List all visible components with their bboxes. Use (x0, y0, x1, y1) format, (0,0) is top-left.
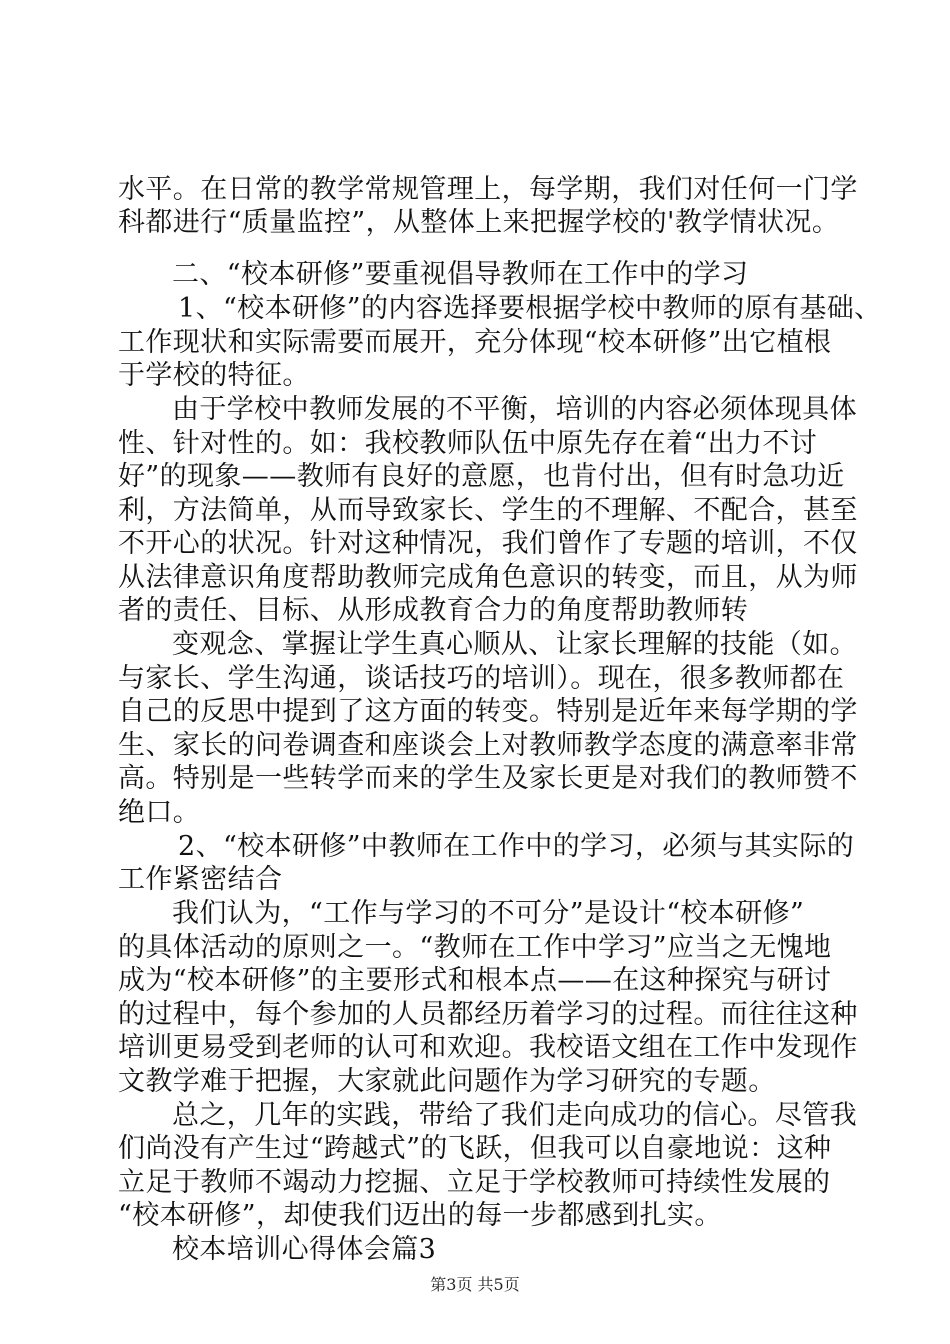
text-line: 工作紧密结合 (118, 864, 283, 895)
text-line: 校本培训心得体会篇3 (172, 1234, 437, 1265)
section-heading: 二、“校本研修”要重视倡导教师在工作中的学习 (172, 259, 749, 290)
page-number-footer: 第3页 共5页 (430, 1275, 520, 1294)
text-line: 不开心的状况。针对这种情况，我们曾作了专题的培训，不仅 (118, 528, 858, 559)
text-line: 高。特别是一些转学而来的学生及家长更是对我们的教师赞不 (118, 763, 858, 794)
text-line: 我们认为，“工作与学习的不可分”是设计“校本研修” (172, 898, 805, 929)
text-line: 由于学校中教师发展的不平衡，培训的内容必须体现具体 (172, 394, 857, 425)
text-line: 培训更易受到老师的认可和欢迎。我校语文组在工作中发现作 (118, 1032, 858, 1063)
text-line: 们尚没有产生过“跨越式”的飞跃，但我可以自豪地说：这种 (118, 1133, 832, 1164)
text-line: 于学校的特征。 (118, 360, 310, 391)
text-line: 生、家长的问卷调查和座谈会上对教师教学态度的满意率非常 (118, 730, 858, 761)
text-line: 从法律意识角度帮助教师完成角色意识的转变，而且，从为师 (118, 562, 858, 593)
text-line: 自己的反思中提到了这方面的转变。特别是近年来每学期的学 (118, 696, 858, 727)
text-line: 者的责任、目标、从形成教育合力的角度帮助教师转 (118, 595, 749, 626)
text-line: 立足于教师不竭动力挖掘、立足于学校教师可持续性发展的 (118, 1167, 831, 1198)
text-line: 利，方法简单，从而导致家长、学生的不理解、不配合，甚至 (118, 495, 858, 526)
text-line: 文教学难于把握，大家就此问题作为学习研究的专题。 (118, 1066, 776, 1097)
text-line: 的具体活动的原则之一。“教师在工作中学习”应当之无愧地 (118, 932, 832, 963)
text-line: 科都进行“质量监控”，从整体上来把握学校的'教学情状况。 (118, 207, 840, 238)
text-line: 变观念、掌握让学生真心顺从、让家长理解的技能（如。 (172, 629, 857, 660)
text-line: 1、“校本研修”的内容选择要根据学校中教师的原有基础、 (178, 293, 882, 324)
text-line: 性、针对性的。如：我校教师队伍中原先存在着“出力不讨 (118, 428, 818, 459)
text-line: 绝口。 (118, 797, 201, 828)
text-line: 的过程中，每个参加的人员都经历着学习的过程。而往往这种 (118, 999, 858, 1030)
text-line: 好”的现象——教师有良好的意愿，也肯付出，但有时急功近 (118, 461, 845, 492)
text-line: 工作现状和实际需要而展开，充分体现“校本研修”出它植根 (118, 327, 832, 358)
text-line: 水平。在日常的教学常规管理上，每学期，我们对任何一门学 (118, 174, 858, 205)
text-line: 2、“校本研修”中教师在工作中的学习，必须与其实际的 (178, 831, 855, 862)
text-line: 总之，几年的实践，带给了我们走向成功的信心。尽管我 (172, 1100, 857, 1131)
text-line: “校本研修”，却使我们迈出的每一步都感到扎实。 (118, 1200, 722, 1231)
text-line: 与家长、学生沟通，谈话技巧的培训）。现在，很多教师都在 (118, 663, 845, 694)
text-line: 成为“校本研修”的主要形式和根本点——在这种探究与研讨 (118, 965, 832, 996)
